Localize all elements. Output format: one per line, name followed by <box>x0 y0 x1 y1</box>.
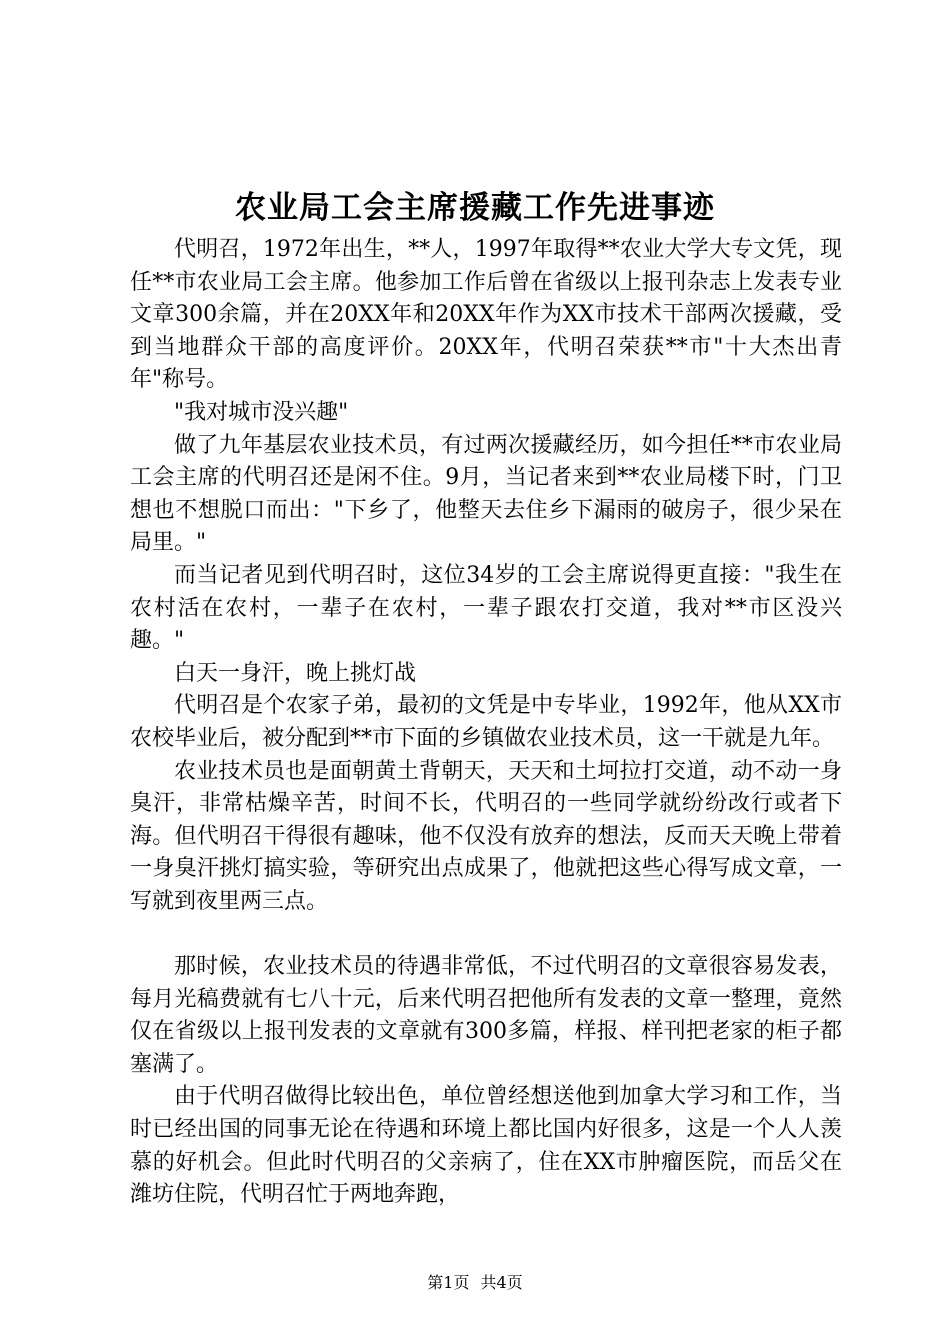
page-total: 共4页 <box>480 1273 523 1292</box>
paragraph: 那时候，农业技术员的待遇非常低，不过代明召的文章很容易发表，每月光稿费就有七八十元，后来代明召把他所有发表的文章一整理，竟然仅在省级以上报刊发表的文章就有300多篇，样报、样刊把老家的柜子都塞满了。 <box>130 954 842 1077</box>
section-heading-work: 白天一身汗，晚上挑灯战 <box>174 660 417 686</box>
paragraph: 而当记者见到代明召时，这位34岁的工会主席说得更直接："我生在农村活在农村，一辈子在农村，一辈子跟农打交道，我对**市区没兴趣。" <box>130 562 842 654</box>
page-footer <box>0 1272 950 1294</box>
paragraph: 农业技术员也是面朝黄土背朝天，天天和土坷拉打交道，动不动一身臭汗，非常枯燥辛苦，时间不长，代明召的一些同学就纷纷改行或者下海。但代明召干得很有趣味，他不仅没有放弃的想法，反而天天晚上带着一身臭汗挑灯搞实验，等研究出点成果了，他就把这些心得写成文章，一写就到夜里两三点。 <box>130 758 842 914</box>
paragraph: 做了九年基层农业技术员，有过两次援藏经历，如今担任**市农业局工会主席的代明召还是闲不住。9月，当记者来到**农业局楼下时，门卫想也不想脱口而出："下乡了，他整天去住乡下漏雨的破房子，很少呆在局里。" <box>130 432 842 556</box>
page-number: 第1页 <box>427 1273 470 1292</box>
section-heading-city: "我对城市没兴趣" <box>174 399 349 425</box>
document-body <box>130 234 842 1212</box>
document-title: 农业局工会主席援藏工作先进事迹 <box>235 190 715 226</box>
paragraph: 代明召是个农家子弟，最初的文凭是中专毕业，1992年，他从XX市农校毕业后，被分配到**市下面的乡镇做农业技术员，这一干就是九年。 <box>130 693 842 751</box>
paragraph: 由于代明召做得比较出色，单位曾经想送他到加拿大学习和工作，当时已经出国的同事无论在待遇和环境上都比国内好很多，这是一个人人羡慕的好机会。但此时代明召的父亲病了，住在XX市肿瘤医院，而岳父在潍坊住院，代明召忙于两地奔跑， <box>130 1084 842 1208</box>
paragraph-intro: 代明召，1972年出生，**人，1997年取得**农业大学大专文凭，现任**市农业局工会主席。他参加工作后曾在省级以上报刊杂志上发表专业文章300余篇，并在20XX年和20XX年作为XX市技术干部两次援藏，受到当地群众干部的高度评价。20XX年，代明召荣获**市"十大杰出青年"称号。 <box>130 237 842 393</box>
